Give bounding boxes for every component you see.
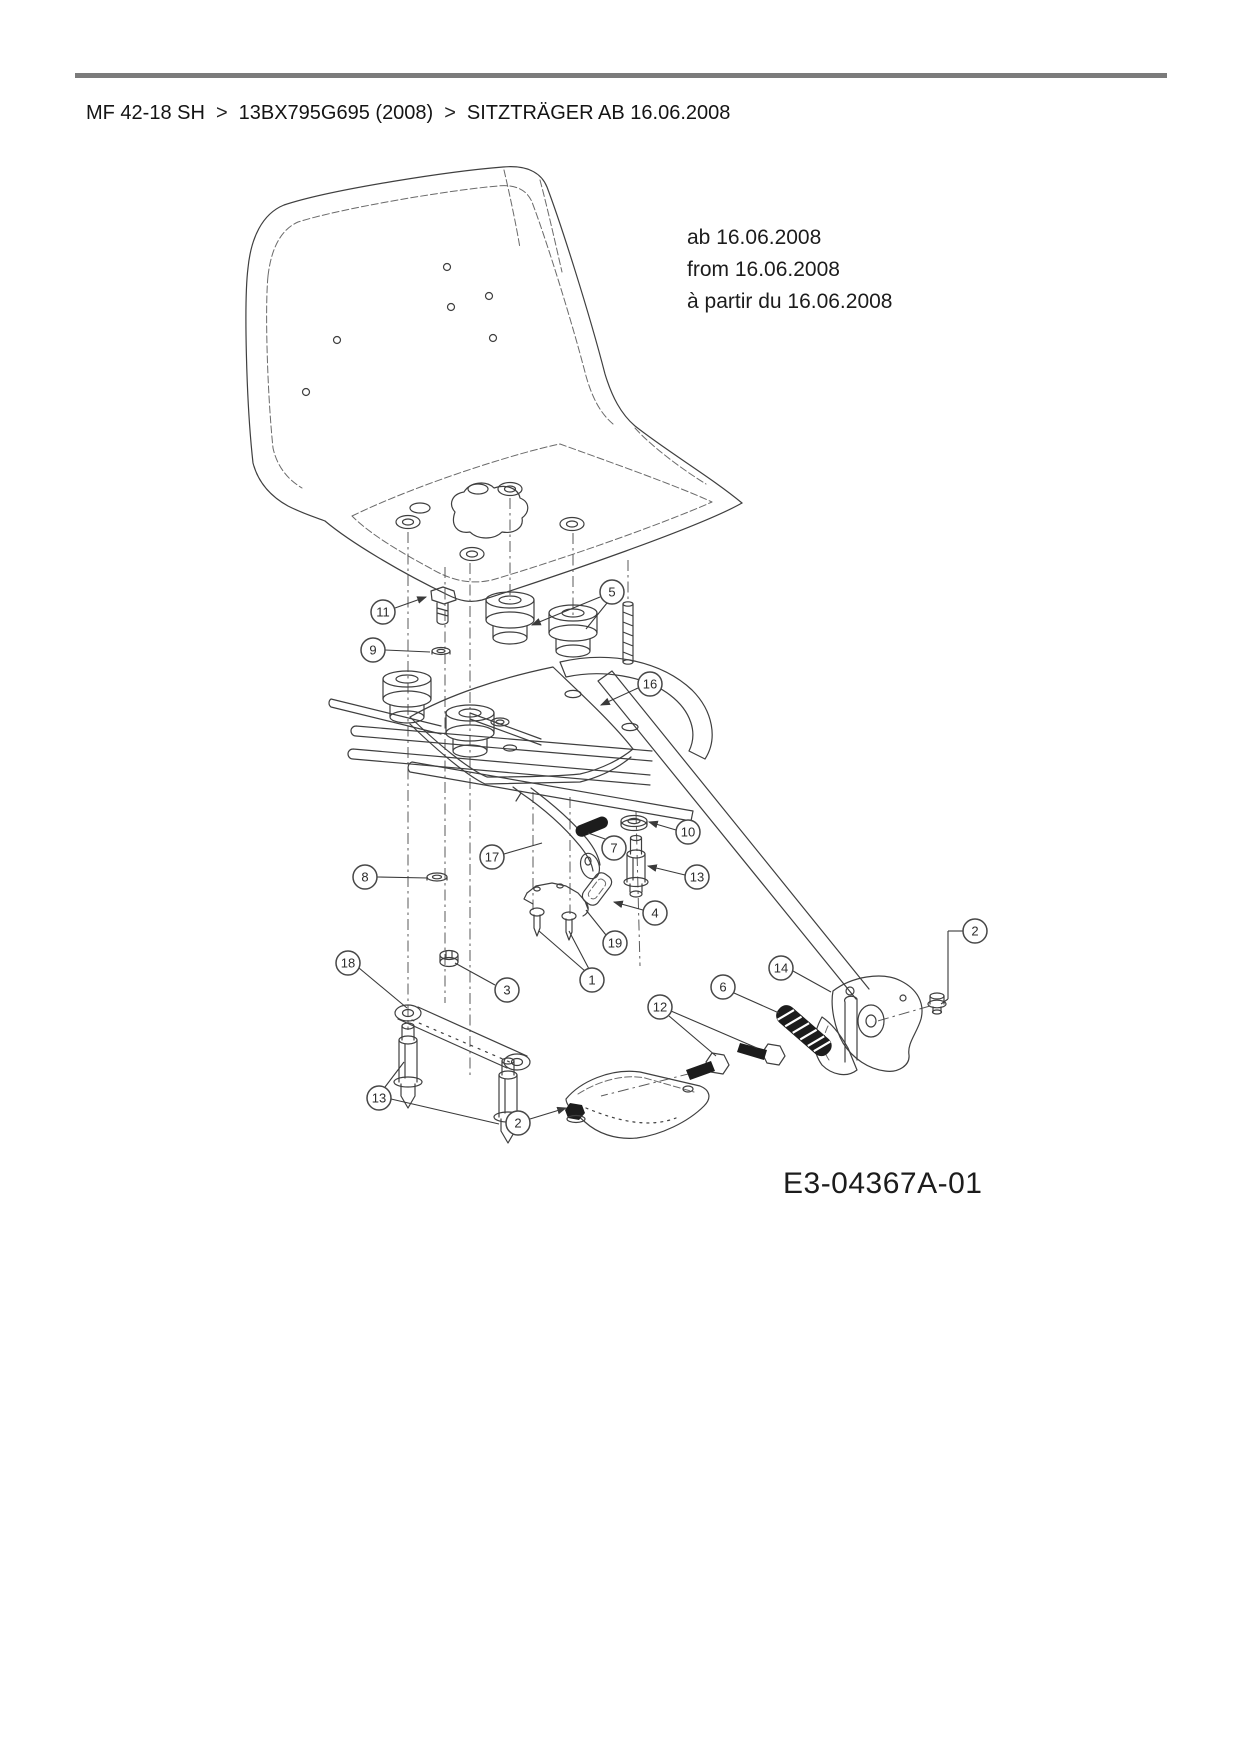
callout-number-3: 3 [503, 982, 511, 998]
callout-leader-13 [648, 866, 685, 875]
breadcrumb-item-type[interactable]: 13BX795G695 (2008) [238, 102, 434, 124]
callout-number-9: 9 [369, 642, 377, 658]
breadcrumb-separator: > [215, 102, 228, 124]
callout-number-2: 2 [514, 1115, 522, 1131]
callout-leader-19 [586, 910, 606, 935]
washer-9 [432, 648, 450, 655]
validity-note-line-fr: à partir du 16.06.2008 [687, 290, 893, 313]
callout-leader-8 [377, 877, 428, 878]
callout-number-18: 18 [340, 955, 356, 971]
callout-leader-12 [671, 1011, 757, 1048]
seat-nut [396, 483, 584, 561]
retainer-clip [524, 883, 588, 916]
breadcrumb-item-assembly: SITZTRÄGER AB 16.06.2008 [466, 102, 731, 124]
callout-leader-2 [530, 1108, 566, 1119]
callout-leader-10 [649, 822, 676, 830]
callout-leader-7 [588, 833, 608, 840]
bushing-13 [624, 836, 648, 898]
seat-plate [410, 602, 712, 784]
stop-pin [928, 993, 946, 1014]
seat-shell [246, 167, 742, 602]
callout-number-6: 6 [719, 979, 727, 995]
callout-number-13: 13 [371, 1090, 387, 1106]
flanged-nut-10 [621, 816, 647, 831]
callout-layer [336, 580, 987, 1135]
callout-number-8: 8 [361, 869, 369, 885]
breadcrumb-separator: > [444, 102, 456, 124]
callout-leader-3 [455, 963, 495, 985]
callout-number-10: 10 [680, 824, 696, 840]
callout-leader-13 [391, 1099, 499, 1124]
callout-number-1: 1 [588, 972, 596, 988]
callout-leader-6 [734, 993, 779, 1013]
washer-8 [427, 873, 447, 881]
callout-number-12: 12 [652, 999, 668, 1015]
shoulder-bolts [394, 1023, 522, 1143]
validity-note-line-en: from 16.06.2008 [687, 258, 840, 281]
callout-leader-1 [569, 931, 589, 969]
slide-rails [329, 699, 693, 821]
roll-pin [574, 815, 610, 839]
callout-number-16: 16 [642, 676, 658, 692]
support-arm [598, 671, 869, 1062]
validity-note-line-de: ab 16.06.2008 [687, 226, 822, 249]
callout-leader-11 [395, 597, 426, 608]
callout-number-5: 5 [608, 584, 616, 600]
callout-leader-18 [359, 968, 407, 1008]
callout-leader-1 [539, 931, 585, 971]
callout-number-14: 14 [773, 960, 789, 976]
callout-number-19: 19 [607, 935, 623, 951]
pivot-bolts [686, 1043, 785, 1080]
callout-leader-14 [793, 971, 831, 992]
drawing-number: E3-04367A-01 [783, 1167, 983, 1200]
callout-leader-12 [669, 1016, 716, 1056]
callout-number-2: 2 [971, 923, 979, 939]
callout-number-11: 11 [376, 604, 390, 620]
bottom-bracket [565, 1071, 709, 1138]
callout-number-13: 13 [689, 869, 705, 885]
callout-number-17: 17 [484, 849, 500, 865]
callout-leader-17 [504, 843, 542, 854]
callout-number-4: 4 [651, 905, 659, 921]
mounting-screws [530, 908, 576, 940]
pivot-bracket [815, 976, 923, 1075]
callout-number-7: 7 [610, 840, 618, 856]
nut-3 [440, 951, 458, 967]
breadcrumb-item-model[interactable]: MF 42-18 SH [86, 102, 205, 124]
